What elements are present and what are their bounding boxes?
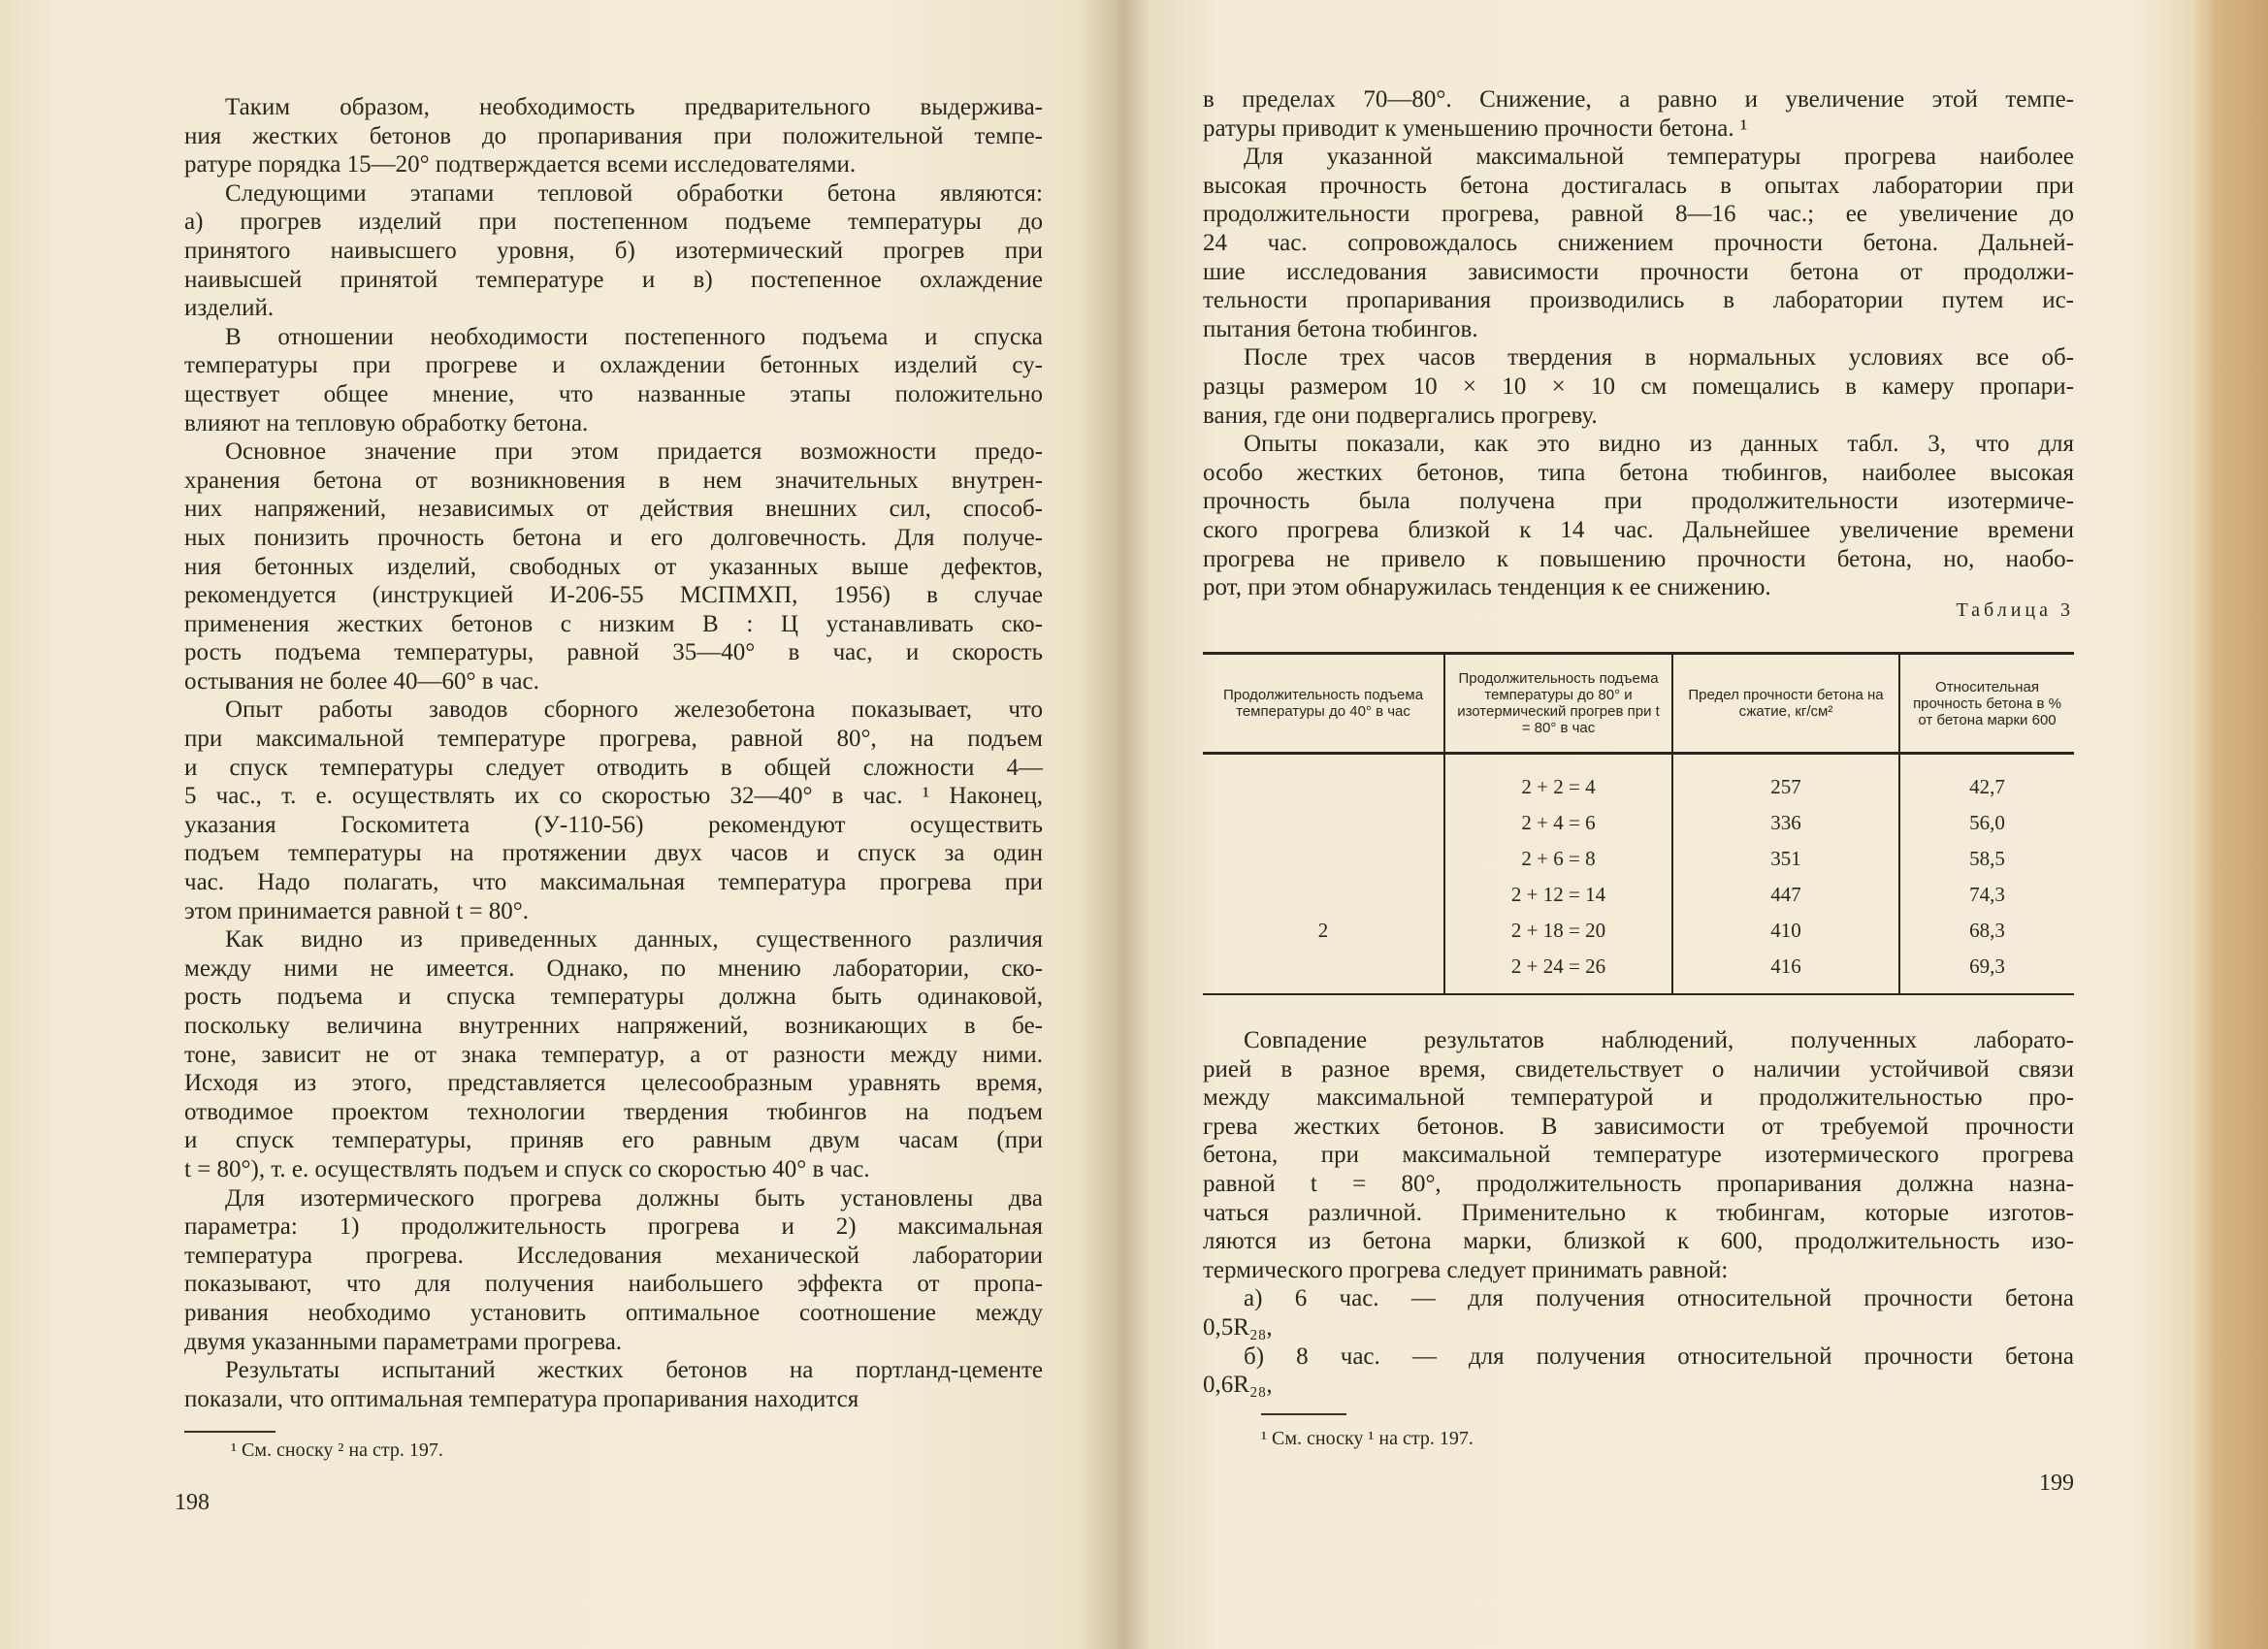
text-line: шие исследования зависимости прочности бетона от продолжи-	[1203, 258, 2074, 285]
table-row	[1203, 913, 2074, 949]
text-line: влияют на тепловую обработку бетона.	[184, 409, 589, 436]
footnote-rule	[1261, 1413, 1346, 1415]
text-line: бетона, при максимальной температуре изотермического прогрева	[1203, 1142, 2074, 1169]
text-line: В отношении необходимости постепенного подъема и спуска	[225, 323, 1043, 350]
text-line: параметра: 1) продолжительность прогрева и 2) максимальная	[184, 1213, 1043, 1241]
paragraph	[184, 1356, 1043, 1413]
table-header-row	[1203, 654, 2074, 754]
text-line: этом принимается равной t = 80°.	[184, 897, 530, 924]
text-line: ратуре порядка 15—20° подтверждается всеми исследователями.	[184, 151, 857, 178]
group-cell	[1203, 805, 1444, 841]
text-line: двумя указанными параметрами прогрева.	[184, 1328, 623, 1355]
text-line: ривания необходимо установить оптимальное соотношение между	[184, 1299, 1043, 1326]
table-cell: 74,3	[1899, 877, 2074, 913]
right-footnote: ¹ См. сноску ¹ на стр. 197.	[1261, 1428, 1474, 1449]
paragraph	[184, 93, 1043, 179]
group-cell	[1203, 841, 1444, 877]
table-cell: 2 + 4 = 6	[1444, 805, 1672, 841]
column-header: Предел прочности бетона на сжатие, кг/см²	[1672, 654, 1899, 754]
group-cell	[1203, 754, 1444, 806]
table-body	[1203, 754, 2074, 995]
paragraph	[1203, 343, 2074, 430]
group-cell	[1203, 949, 1444, 994]
text-line: 5 час., т. е. осуществлять их со скоростью 32—40° в час. ¹ Наконец,	[184, 783, 1043, 810]
footnote-rule	[184, 1431, 275, 1433]
text-line: применения жестких бетонов с низким В : Ц устанавливать ско-	[184, 610, 1043, 637]
text-line: ных понизить прочность бетона и его долговечность. Для получе-	[184, 524, 1043, 551]
paragraph	[184, 1184, 1043, 1357]
text-line: Как видно из приведенных данных, существенного различия	[225, 926, 1043, 954]
text-line: тоне, зависит не от знака температур, а от разности между ними.	[184, 1041, 1043, 1068]
text-line: показали, что оптимальная температура пропаривания находится	[184, 1385, 859, 1412]
data-table	[1203, 652, 2074, 995]
text-line: После трех часов твердения в нормальных условиях все об-	[1244, 344, 2074, 372]
paragraph	[184, 925, 1043, 1183]
text-line: показывают, что для получения наибольшего эффекта от пропа-	[184, 1271, 1043, 1298]
text-line: разцы размером 10 × 10 × 10 см помещались в камеру пропари-	[1203, 372, 2074, 400]
paragraph	[184, 179, 1043, 323]
group-cell: 2	[1317, 919, 1329, 942]
text-line: ния бетонных изделий, свободных от указанных выше дефектов,	[184, 553, 1043, 580]
paragraph	[184, 323, 1043, 437]
column-header: Продолжительность подъема температуры до 40° в час	[1203, 654, 1444, 754]
text-line: остывания не более 40—60° в час.	[184, 667, 539, 695]
table-cell: 336	[1672, 805, 1899, 841]
table-cell: 2 + 18 = 20	[1444, 913, 1672, 949]
text-line: а) прогрев изделий при постепенном подъеме температуры до	[184, 209, 1043, 236]
table-row	[1203, 949, 2074, 994]
right-page-text-bottom	[1203, 1026, 2074, 1400]
table-caption: Таблица 3	[1956, 599, 2074, 621]
text-line: рекомендуется (инструкцией И-206-55 МСПМХП, 1956) в случае	[184, 582, 1043, 609]
text-line: принятого наивысшего уровня, б) изотермический прогрев при	[184, 237, 1043, 264]
text-line: прогрева не привело к повышению прочности бетона, но, наобо-	[1203, 545, 2074, 572]
text-line: поскольку величина внутренних напряжений, возникающих в бе-	[184, 1013, 1043, 1039]
text-line: продолжительности прогрева, равной 8—16 час.; ее увеличение до	[1203, 201, 2074, 228]
text-line: t = 80°), т. е. осуществлять подъем и спуск со скоростью 40° в час.	[184, 1155, 870, 1182]
text-line: рот, при этом обнаружилась тенденция к ее снижению.	[1203, 574, 1771, 601]
text-line: ния жестких бетонов до пропаривания при положительной темпе-	[184, 122, 1043, 149]
table-row	[1203, 841, 2074, 877]
table-cell: 410	[1672, 913, 1899, 949]
table-cell: 56,0	[1899, 805, 2074, 841]
text-line: пытания бетона тюбингов.	[1203, 315, 1478, 342]
column-header: Относительная прочность бетона в % от бетона марки 600	[1899, 654, 2074, 754]
text-line: и спуск температуры, приняв его равным двум часам (при	[184, 1127, 1043, 1154]
text-line: равной t = 80°, продолжительность пропаривания должна назна-	[1203, 1170, 2074, 1197]
table-cell: 58,5	[1899, 841, 2074, 877]
text-line: Основное значение при этом придается возможности предо-	[225, 438, 1043, 466]
text-line: рость подъема температуры, равной 35—40° в час, и скорость	[184, 639, 1043, 666]
text-line: Исходя из этого, представляется целесообразным уравнять время,	[184, 1070, 1043, 1097]
text-line: Опыт работы заводов сборного железобетона показывает, что	[225, 696, 1043, 724]
text-line: чаться различной. Применительно к тюбингам, которые изготов-	[1203, 1199, 2074, 1226]
text-line: прочность была получена при продолжительности изотермиче-	[1203, 488, 2074, 515]
paragraph	[1203, 1342, 2074, 1400]
text-line: температура прогрева. Исследования механической лаборатории	[184, 1242, 1043, 1269]
paragraph	[184, 695, 1043, 925]
text-line: и спуск температуры следует отводить в общей сложности 4—	[184, 754, 1043, 781]
group-cell	[1203, 877, 1444, 913]
text-line: при максимальной температуре прогрева, равной 80°, на подъем	[184, 726, 1043, 753]
right-page-text-top	[1203, 85, 2074, 602]
text-line: Таким образом, необходимость предварительного выдержива-	[225, 94, 1043, 120]
paragraph	[1203, 143, 2074, 343]
text-line: рией в разное время, свидетельствует о наличии устойчивой связи	[1203, 1055, 2074, 1083]
text-line: высокая прочность бетона достигалась в опытах лаборатории при	[1203, 172, 2074, 199]
table-cell: 68,3	[1899, 913, 2074, 949]
paragraph	[184, 437, 1043, 695]
text-line: в пределах 70—80°. Снижение, а равно и увеличение этой темпе-	[1203, 86, 2074, 113]
text-line: 0,6R₂₈,	[1203, 1372, 1273, 1399]
table-row	[1203, 754, 2074, 806]
table-cell: 2 + 24 = 26	[1444, 949, 1672, 994]
text-line: температуры при прогреве и охлаждении бетонных изделий су-	[184, 352, 1043, 379]
text-line: хранения бетона от возникновения в нем значительных внутрен-	[184, 467, 1043, 494]
text-line: Для указанной максимальной температуры прогрева наиболее	[1244, 144, 2074, 171]
table-cell: 416	[1672, 949, 1899, 994]
text-line: час. Надо полагать, что максимальная температура прогрева при	[184, 869, 1043, 896]
text-line: наивысшей принятой температуре и в) постепенное охлаждение	[184, 266, 1043, 293]
text-line: Совпадение результатов наблюдений, полученных лаборато-	[1244, 1027, 2074, 1053]
table-cell: 257	[1672, 754, 1899, 806]
text-line: ляются из бетона марки, близкой к 600, продолжительность изо-	[1203, 1228, 2074, 1255]
text-line: а) 6 час. — для получения относительной прочности бетона	[1244, 1285, 2074, 1312]
column-header: Продолжительность подъема температуры до 80° и изотермический прогрев при t = 80° в час	[1444, 654, 1672, 754]
left-page-text	[184, 93, 1043, 1413]
left-page-number: 198	[175, 1490, 210, 1515]
right-page-number: 199	[2039, 1471, 2074, 1496]
left-footnote: ¹ См. сноску ² на стр. 197.	[231, 1439, 443, 1461]
table-cell: 351	[1672, 841, 1899, 877]
text-line: термического прогрева следует принимать равной:	[1203, 1256, 1729, 1283]
text-line: ратуры приводит к уменьшению прочности бетона. ¹	[1203, 114, 1748, 142]
text-line: 24 час. сопровождалось снижением прочности бетона. Дальней-	[1203, 229, 2074, 256]
text-line: изделий.	[184, 295, 275, 322]
text-line: указания Госкомитета (У-110-56) рекомендуют осуществить	[184, 811, 1043, 838]
paragraph	[1203, 1026, 2074, 1284]
text-line: б) 8 час. — для получения относительной прочности бетона	[1244, 1342, 2074, 1370]
text-line: между максимальной температурой и продолжительностью про-	[1203, 1084, 2074, 1112]
text-line: ского прогрева близкой к 14 час. Дальнейшее увеличение времени	[1203, 516, 2074, 543]
text-line: тельности пропаривания производились в лаборатории путем ис-	[1203, 287, 2074, 314]
paragraph	[1203, 430, 2074, 602]
table-cell: 2 + 6 = 8	[1444, 841, 1672, 877]
table-cell: 69,3	[1899, 949, 2074, 994]
text-line: грева жестких бетонов. В зависимости от требуемой прочности	[1203, 1113, 2074, 1140]
table-cell: 2 + 12 = 14	[1444, 877, 1672, 913]
table-cell: 42,7	[1899, 754, 2074, 806]
paragraph	[1203, 85, 2074, 143]
text-line: них напряжений, независимых от действия внешних сил, способ-	[184, 496, 1043, 523]
text-line: подъем температуры на протяжении двух часов и спуск за один	[184, 840, 1043, 867]
table-row	[1203, 805, 2074, 841]
text-line: отводимое проектом технологии твердения тюбингов на подъем	[184, 1098, 1043, 1125]
text-line: Результаты испытаний жестких бетонов на портланд-цементе	[225, 1357, 1043, 1384]
text-line: особо жестких бетонов, типа бетона тюбингов, наиболее высокая	[1203, 459, 2074, 486]
text-line: рость подъема и спуска температуры должна быть одинаковой,	[184, 984, 1043, 1011]
text-line: между ними не имеется. Однако, по мнению лаборатории, ско-	[184, 954, 1043, 982]
text-line: вания, где они подвергались прогреву.	[1203, 402, 1598, 429]
paragraph	[1203, 1284, 2074, 1342]
table-row	[1203, 877, 2074, 913]
text-line: Следующими этапами тепловой обработки бетона являются:	[225, 179, 1043, 207]
table-cell: 447	[1672, 877, 1899, 913]
text-line: Для изотермического прогрева должны быть установлены два	[225, 1184, 1043, 1212]
text-line: Опыты показали, как это видно из данных табл. 3, что для	[1244, 431, 2074, 458]
table-cell: 2 + 2 = 4	[1444, 754, 1672, 806]
text-line: 0,5R₂₈,	[1203, 1313, 1273, 1341]
text-line: ществует общее мнение, что названные этапы положительно	[184, 380, 1043, 407]
